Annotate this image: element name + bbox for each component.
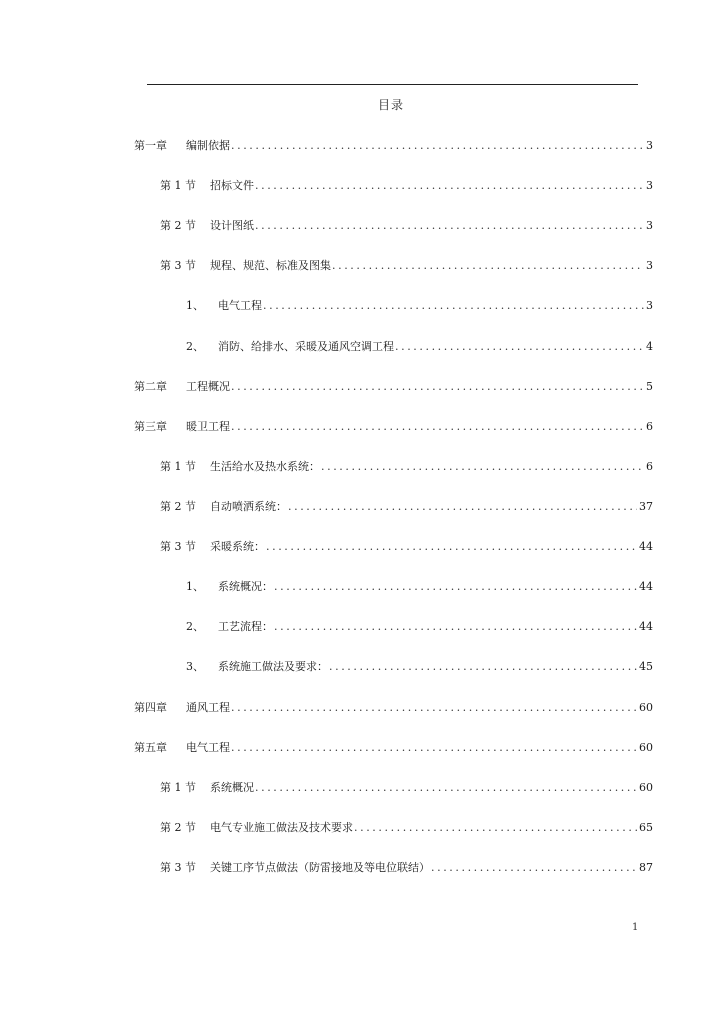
- toc-entry-section-3-3[interactable]: [160, 540, 653, 554]
- dot-leader: [255, 179, 644, 193]
- entry-number: 第二章: [134, 380, 167, 393]
- toc-title: 目录: [377, 98, 404, 112]
- toc-entry-item-3-3-3[interactable]: [186, 660, 653, 674]
- dot-leader: [274, 620, 637, 634]
- entry-title: 消防、给排水、采暖及通风空调工程: [218, 340, 394, 353]
- dot-leader: [255, 219, 644, 233]
- entry-title: 关键工序节点做法（防雷接地及等电位联结）: [210, 861, 430, 874]
- entry-number: 第四章: [134, 701, 167, 714]
- toc-entry-section-1-1[interactable]: [160, 179, 653, 193]
- entry-number: 第五章: [134, 741, 167, 754]
- entry-page: 3: [646, 219, 653, 232]
- entry-page: 45: [639, 660, 653, 673]
- entry-number: 第三章: [134, 420, 167, 433]
- dot-leader: [431, 861, 637, 875]
- entry-title: 生活给水及热水系统：: [210, 460, 320, 473]
- toc-entry-chapter-4[interactable]: [134, 701, 653, 715]
- entry-title: 通风工程: [186, 701, 230, 714]
- dot-leader: [354, 821, 637, 835]
- entry-number: 第 2 节: [160, 500, 196, 513]
- dot-leader: [395, 340, 644, 354]
- entry-title: 规程、规范、标准及图集: [210, 259, 331, 272]
- entry-page: 5: [646, 380, 653, 393]
- dot-leader: [288, 500, 637, 514]
- entry-number: 第 3 节: [160, 540, 196, 553]
- entry-number: 2、: [186, 340, 204, 353]
- dot-leader: [274, 580, 637, 594]
- toc-entry-chapter-2[interactable]: [134, 380, 653, 394]
- dot-leader: [231, 420, 644, 434]
- dot-leader: [231, 139, 644, 153]
- dot-leader: [266, 540, 637, 554]
- dot-leader: [329, 660, 637, 674]
- entry-title: 系统概况: [210, 781, 254, 794]
- entry-title: 暖卫工程: [186, 420, 230, 433]
- entry-title: 自动喷洒系统：: [210, 500, 287, 513]
- entry-page: 3: [646, 259, 653, 272]
- entry-title: 设计图纸: [210, 219, 254, 232]
- page-number: 1: [632, 922, 639, 933]
- entry-number: 1、: [186, 580, 204, 593]
- entry-title: 电气工程: [218, 299, 262, 312]
- toc-entry-chapter-3[interactable]: [134, 420, 653, 434]
- entry-title: 电气工程: [186, 741, 230, 754]
- entry-page: 44: [639, 540, 653, 553]
- dot-leader: [263, 299, 644, 313]
- entry-page: 44: [639, 620, 653, 633]
- entry-page: 6: [646, 420, 653, 433]
- entry-page: 6: [646, 460, 653, 473]
- dot-leader: [231, 380, 644, 394]
- entry-number: 第 1 节: [160, 781, 196, 794]
- entry-page: 4: [646, 340, 653, 353]
- toc-entry-item-3-3-2[interactable]: [186, 620, 653, 634]
- toc-entry-item-3-3-1[interactable]: [186, 580, 653, 594]
- entry-number: 第一章: [134, 139, 167, 152]
- entry-number: 3、: [186, 660, 204, 673]
- entry-title: 工艺流程：: [218, 620, 273, 633]
- toc-entry-section-5-2[interactable]: [160, 821, 653, 835]
- entry-page: 3: [646, 139, 653, 152]
- entry-number: 第 1 节: [160, 460, 196, 473]
- entry-title: 招标文件: [210, 179, 254, 192]
- toc-entry-section-3-2[interactable]: [160, 500, 653, 514]
- toc-entry-section-1-2[interactable]: [160, 219, 653, 233]
- dot-leader: [321, 460, 644, 474]
- toc-entry-section-3-1[interactable]: [160, 460, 653, 474]
- toc-entry-chapter-1[interactable]: [134, 139, 653, 153]
- entry-number: 第 1 节: [160, 179, 196, 192]
- toc-entry-section-5-1[interactable]: [160, 781, 653, 795]
- entry-number: 第 3 节: [160, 259, 196, 272]
- entry-page: 3: [646, 299, 653, 312]
- entry-title: 系统概况：: [218, 580, 273, 593]
- entry-title: 系统施工做法及要求：: [218, 660, 328, 673]
- dot-leader: [332, 259, 644, 273]
- entry-number: 第 3 节: [160, 861, 196, 874]
- toc-entry-chapter-5[interactable]: [134, 741, 653, 755]
- dot-leader: [231, 741, 637, 755]
- dot-leader: [255, 781, 637, 795]
- entry-page: 60: [639, 701, 653, 714]
- entry-number: 1、: [186, 299, 204, 312]
- entry-page: 87: [639, 861, 653, 874]
- entry-page: 3: [646, 179, 653, 192]
- dot-leader: [231, 701, 637, 715]
- entry-page: 37: [639, 500, 653, 513]
- toc-entry-section-5-3[interactable]: [160, 861, 653, 875]
- entry-title: 电气专业施工做法及技术要求: [210, 821, 353, 834]
- toc-entry-section-1-3[interactable]: [160, 259, 653, 273]
- entry-title: 编制依据: [186, 139, 230, 152]
- entry-title: 工程概况: [186, 380, 230, 393]
- entry-page: 65: [639, 821, 653, 834]
- entry-page: 60: [639, 781, 653, 794]
- entry-number: 2、: [186, 620, 204, 633]
- entry-page: 60: [639, 741, 653, 754]
- entry-page: 44: [639, 580, 653, 593]
- entry-number: 第 2 节: [160, 821, 196, 834]
- entry-title: 采暖系统：: [210, 540, 265, 553]
- entry-number: 第 2 节: [160, 219, 196, 232]
- toc-entry-item-1-3-1[interactable]: [186, 299, 653, 313]
- toc-entry-item-1-3-2[interactable]: [186, 340, 653, 354]
